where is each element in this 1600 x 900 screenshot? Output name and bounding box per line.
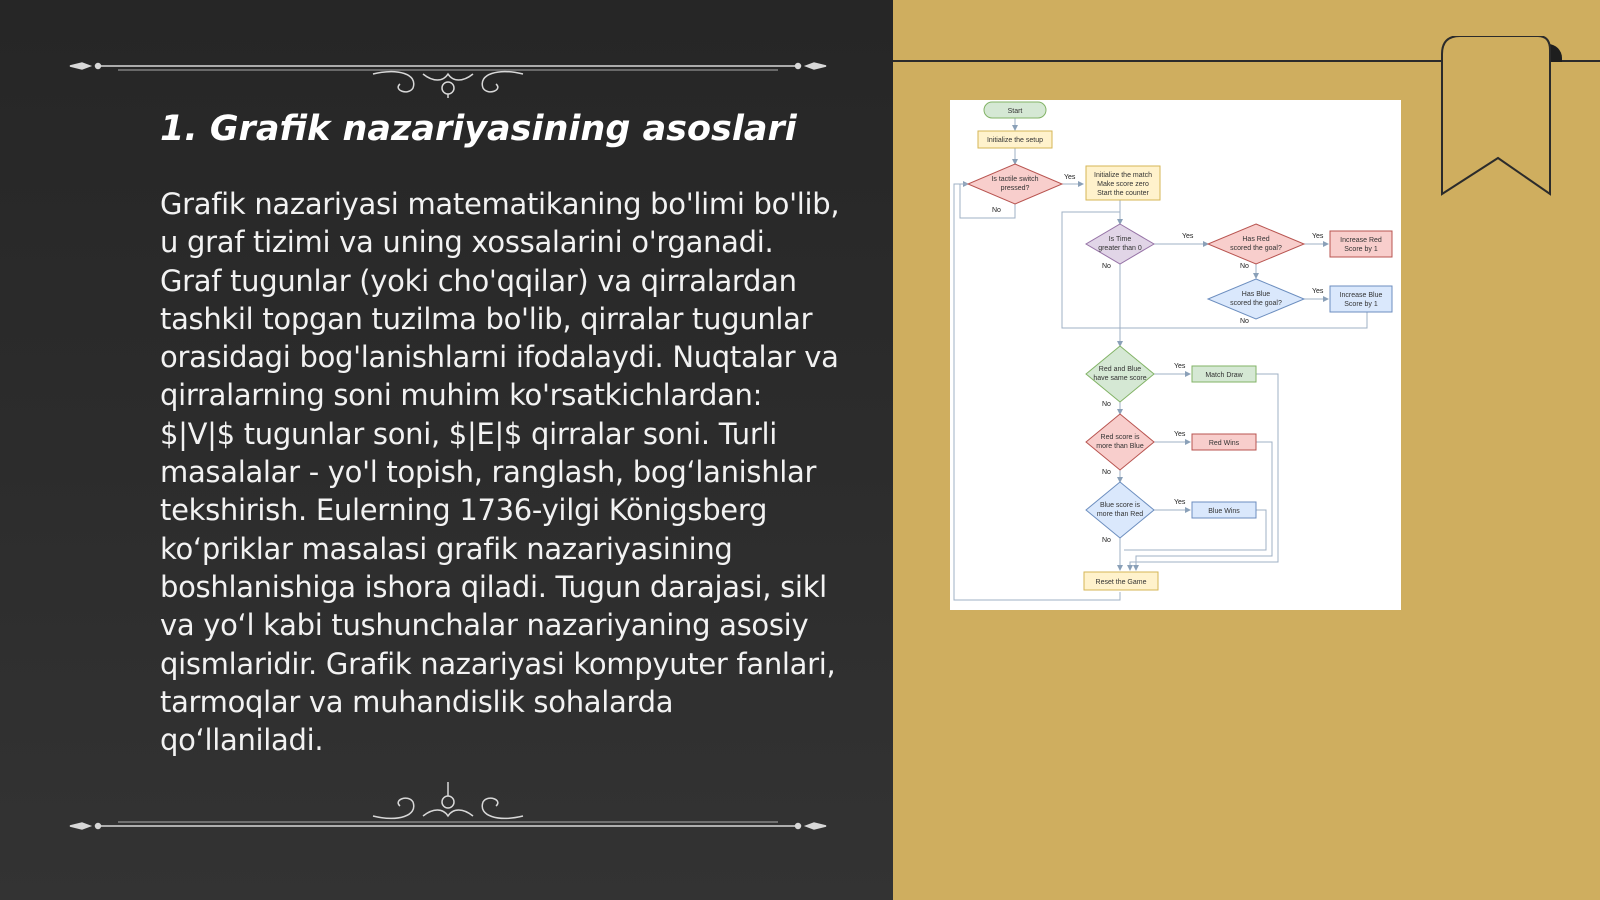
svg-text:Match Draw: Match Draw	[1205, 372, 1243, 379]
bottom-ornament-divider	[68, 770, 828, 830]
label-no-time: No	[1102, 263, 1111, 270]
bookmark-ribbon-decoration	[1438, 36, 1563, 198]
svg-text:greater than 0: greater than 0	[1098, 245, 1142, 252]
label-yes-time: Yes	[1182, 233, 1194, 240]
node-red-more	[1086, 414, 1154, 470]
svg-text:have same score: have same score	[1093, 375, 1147, 382]
svg-text:Has Blue: Has Blue	[1241, 291, 1271, 298]
node-blue-wins	[1192, 502, 1256, 518]
node-increase-blue	[1330, 286, 1392, 312]
svg-text:Is tactile switch: Is tactile switch	[991, 176, 1039, 183]
svg-text:Blue Wins: Blue Wins	[1208, 508, 1240, 515]
label-yes-red-goal: Yes	[1312, 233, 1324, 240]
svg-text:Increase Red: Increase Red	[1340, 237, 1382, 244]
svg-text:Red Wins: Red Wins	[1208, 440, 1240, 447]
label-no-tactile: No	[992, 207, 1001, 214]
label-yes-tactile: Yes	[1064, 174, 1076, 181]
label-yes-red-more: Yes	[1174, 431, 1186, 438]
svg-text:more than Blue: more than Blue	[1096, 443, 1144, 450]
svg-text:Blue score is: Blue score is	[1099, 502, 1141, 509]
label-yes-blue-more: Yes	[1174, 499, 1186, 506]
label-no-blue-goal: No	[1240, 318, 1249, 325]
edge-labels	[992, 174, 1324, 544]
node-init-setup	[978, 131, 1052, 148]
svg-text:Make score zero: Make score zero	[1097, 181, 1149, 188]
node-increase-red	[1330, 231, 1392, 257]
label-no-same: No	[1102, 401, 1111, 408]
flowchart-image	[950, 100, 1401, 610]
label-no-blue-more: No	[1102, 537, 1111, 544]
node-tactile-switch	[968, 164, 1062, 204]
svg-text:more than Red: more than Red	[1096, 511, 1144, 518]
svg-text:Has Red: Has Red	[1242, 236, 1270, 243]
node-time-check	[1086, 224, 1154, 264]
svg-text:Red and Blue: Red and Blue	[1098, 366, 1142, 373]
svg-text:Start: Start	[1007, 108, 1023, 115]
node-blue-more	[1086, 482, 1154, 538]
node-init-match	[1086, 166, 1160, 200]
node-start	[984, 102, 1046, 118]
node-reset-game	[1084, 572, 1158, 590]
node-red-wins	[1192, 434, 1256, 450]
slide-title: 1. Grafik nazariyasining asoslari	[160, 109, 797, 149]
svg-text:Start the counter: Start the counter	[1097, 190, 1149, 197]
label-no-red-goal: No	[1240, 263, 1249, 270]
svg-text:Increase Blue: Increase Blue	[1339, 292, 1383, 299]
node-blue-goal	[1208, 279, 1304, 319]
svg-text:Is Time: Is Time	[1108, 236, 1132, 243]
flowchart-diagram	[950, 100, 1401, 610]
svg-text:pressed?: pressed?	[1000, 185, 1030, 192]
svg-text:Initialize the match: Initialize the match	[1094, 172, 1152, 179]
svg-text:Initialize the setup: Initialize the setup	[986, 137, 1044, 144]
label-no-red-more: No	[1102, 469, 1111, 476]
top-ornament-divider	[68, 38, 828, 98]
node-red-goal	[1208, 224, 1304, 264]
node-match-draw	[1192, 366, 1256, 382]
svg-text:Score by 1: Score by 1	[1344, 301, 1378, 308]
node-same-score	[1086, 346, 1154, 402]
slide-body-text: Grafik nazariyasi matematikaning bo'limi bo'lib, u graf tizimi va uning xossalarini o'rganadi. Graf tugunlar (yoki cho'qqilar) va qirralardan tashkil topgan tuzilma bo'lib, qirralar tugunlar orasidagi bog'lanishlarni ifodalaydi. Nuqtalar va qirralarning soni muhim ko'rsatkichlardan: $|V|$ tugunlar soni, $|E|$ qirralar soni. Turli masalalar - yo'l topish, ranglash, bog‘lanishlar tekshirish. Eulerning 1736-yilgi Königsberg ko‘priklar masalasi grafik nazariyasining boshlanishiga ishora qiladi. Tugun darajasi, sikl va yo‘l kabi tushunchalar nazariyaning asosiy qismlaridir. Grafik nazariyasi kompyuter fanlari, tarmoqlar va muhandislik sohalarda qo‘llaniladi.	[160, 187, 840, 758]
svg-text:Red score is: Red score is	[1100, 434, 1140, 441]
label-yes-same: Yes	[1174, 363, 1186, 370]
svg-text:Reset the Game: Reset the Game	[1095, 579, 1147, 586]
label-yes-blue-goal: Yes	[1312, 288, 1324, 295]
svg-text:Score by 1: Score by 1	[1344, 246, 1378, 253]
svg-text:scored the goal?: scored the goal?	[1230, 245, 1282, 252]
svg-text:scored the goal?: scored the goal?	[1230, 300, 1282, 307]
